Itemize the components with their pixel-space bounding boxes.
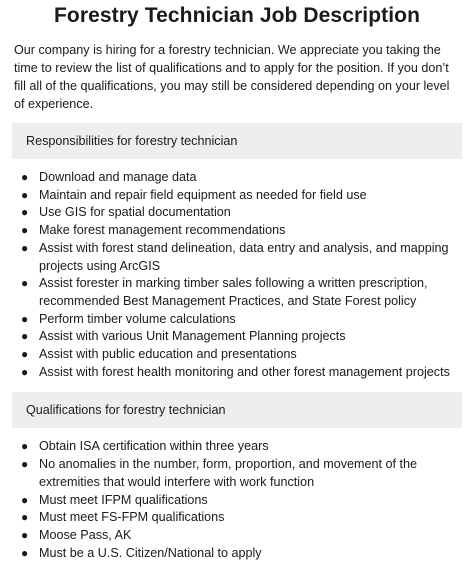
list-item-text: Moose Pass, AK: [39, 527, 132, 542]
list-item-text: Must meet IFPM qualifications: [39, 492, 208, 507]
list-item-text: Assist with forest stand delineation, data entry and analysis, and mapping projects using ArcGIS: [39, 240, 449, 273]
list-item-text: Perform timber volume calculations: [39, 311, 236, 326]
list-item-text: Obtain ISA certification within three years: [39, 439, 269, 454]
list-item: [14, 275, 460, 310]
list-item: [14, 364, 460, 382]
list-item-text: No anomalies in the number, form, proportion, and movement of the extremities that would interfere with work function: [39, 457, 418, 489]
bullet-icon: ●: [21, 311, 29, 326]
bullet-icon: ●: [21, 527, 29, 542]
qualifications-list: [14, 438, 460, 562]
list-item-text: Assist forester in marking timber sales following a written prescription, recommended Best Management Practices, and State Forest policy: [39, 276, 428, 308]
list-item: [14, 527, 460, 545]
list-item: [14, 456, 460, 491]
list-item: [14, 311, 460, 329]
list-item: [14, 438, 460, 456]
bullet-icon: ●: [21, 492, 29, 507]
bullet-icon: ●: [21, 457, 29, 472]
list-item: [14, 187, 460, 205]
bullet-icon: ●: [21, 347, 29, 362]
bullet-icon: ●: [21, 276, 29, 291]
bullet-icon: ●: [21, 240, 29, 255]
list-item-text: Assist with public education and presentations: [39, 347, 297, 362]
bullet-icon: ●: [21, 545, 29, 560]
bullet-icon: ●: [21, 187, 29, 202]
list-item-text: Assist with forest health monitoring and other forest management projects: [39, 364, 450, 379]
bullet-icon: ●: [21, 205, 29, 220]
list-item: [14, 509, 460, 527]
intro-paragraph: Our company is hiring for a forestry technician. We appreciate you taking the time to review the list of qualifications and to apply for the position. If you don’t fill all of the qualifications, you may still be considered depending on your level of experience.: [14, 43, 450, 111]
list-item: [14, 346, 460, 364]
bullet-icon: ●: [21, 170, 29, 184]
page-title: Forestry Technician Job Description: [53, 4, 421, 27]
bullet-icon: ●: [21, 439, 29, 454]
list-item: [14, 204, 460, 222]
responsibilities-heading: Responsibilities for forestry technician: [12, 123, 462, 159]
list-item: [14, 169, 460, 187]
list-item-text: Use GIS for spatial documentation: [39, 205, 231, 220]
list-item: [14, 328, 460, 346]
qualifications-heading: Qualifications for forestry technician: [12, 392, 462, 428]
list-item-text: Make forest management recommendations: [39, 223, 286, 238]
list-item-text: Download and manage data: [39, 170, 197, 184]
list-item-text: Must be a U.S. Citizen/National to apply: [39, 545, 262, 560]
bullet-icon: ●: [21, 329, 29, 344]
list-item-text: Maintain and repair field equipment as needed for field use: [39, 187, 367, 202]
list-item: [14, 492, 460, 510]
bullet-icon: ●: [21, 223, 29, 238]
bullet-icon: ●: [21, 364, 29, 379]
list-item: [14, 545, 460, 563]
bullet-icon: ●: [21, 510, 29, 525]
list-item: [14, 240, 460, 275]
list-item: [14, 222, 460, 240]
responsibilities-list: [14, 169, 460, 381]
list-item-text: Must meet FS-FPM qualifications: [39, 510, 225, 525]
list-item-text: Assist with various Unit Management Planning projects: [39, 329, 346, 344]
